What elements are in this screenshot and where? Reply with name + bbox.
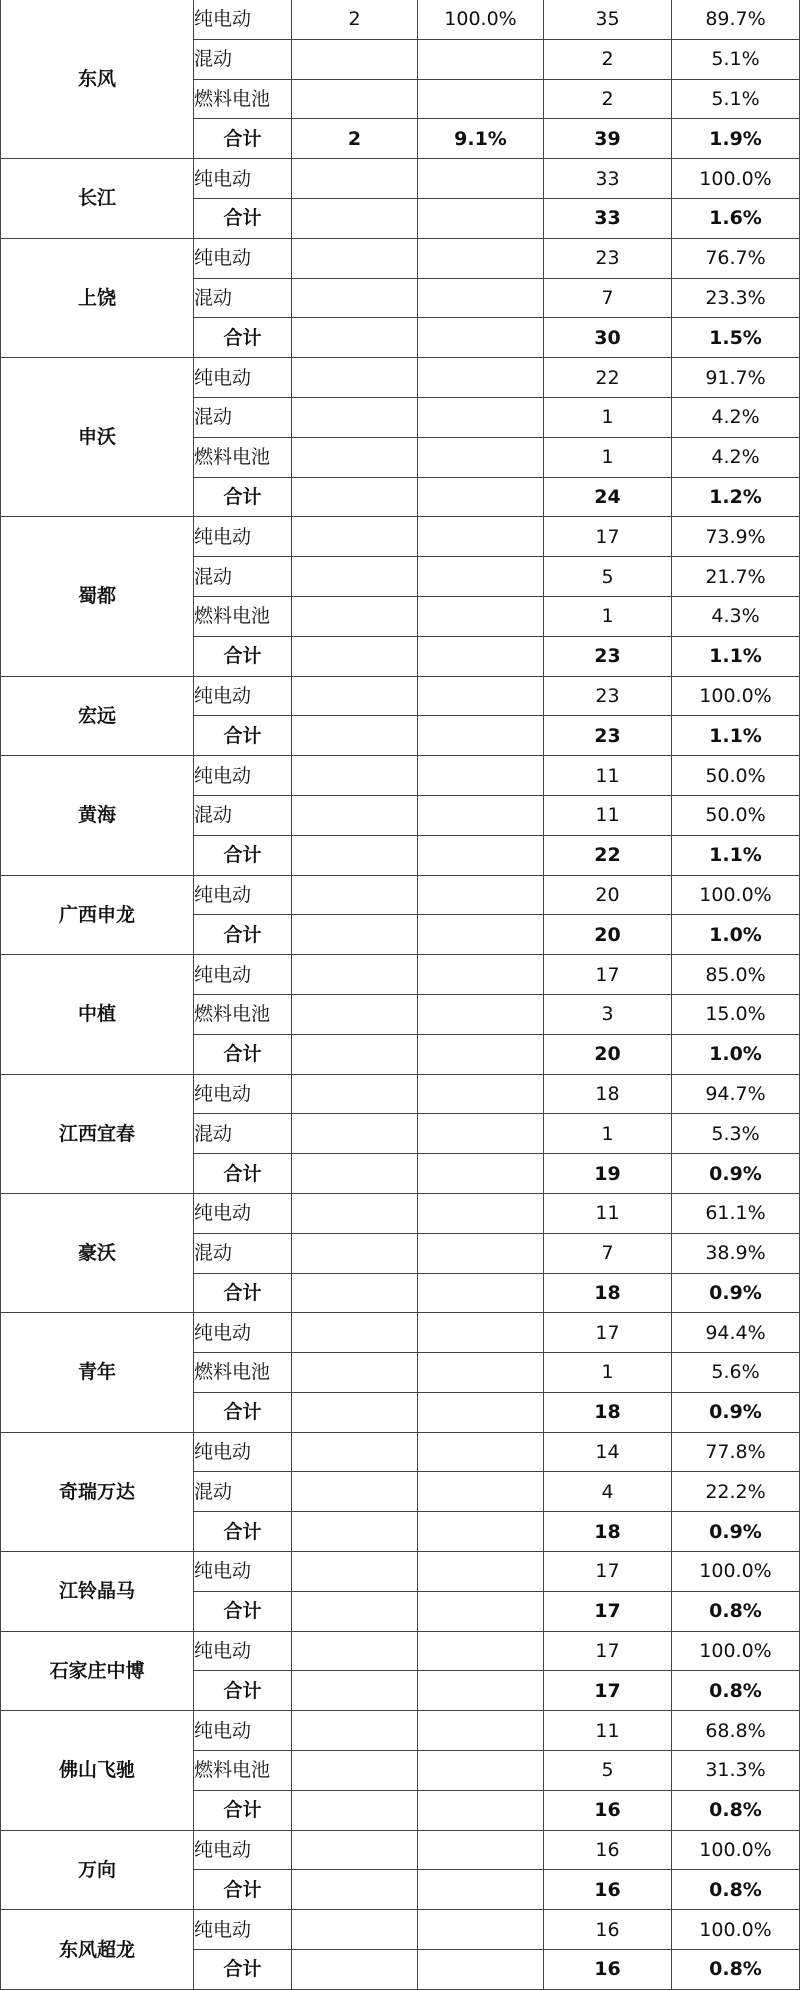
total-label-cell: 合计 <box>194 318 292 358</box>
share-b-cell <box>418 1631 544 1671</box>
count-c-cell: 39 <box>544 119 672 159</box>
count-c-cell: 17 <box>544 1631 672 1671</box>
count-c-cell: 23 <box>544 636 672 676</box>
count-c-cell: 23 <box>544 238 672 278</box>
count-c-cell: 18 <box>544 1074 672 1114</box>
count-a-cell: 2 <box>292 0 418 39</box>
powertrain-type-cell: 纯电动 <box>194 238 292 278</box>
total-label-cell: 合计 <box>194 198 292 238</box>
table-row <box>1 1432 800 1472</box>
powertrain-type-cell: 纯电动 <box>194 1711 292 1751</box>
share-d-cell: 1.6% <box>672 198 800 238</box>
total-label-cell: 合计 <box>194 716 292 756</box>
count-a-cell <box>292 358 418 398</box>
share-d-cell: 89.7% <box>672 0 800 39</box>
total-label-cell: 合计 <box>194 119 292 159</box>
count-c-cell: 22 <box>544 835 672 875</box>
count-a-cell <box>292 397 418 437</box>
share-d-cell: 100.0% <box>672 676 800 716</box>
powertrain-type-cell: 纯电动 <box>194 1074 292 1114</box>
count-c-cell: 17 <box>544 1591 672 1631</box>
count-a-cell <box>292 835 418 875</box>
count-c-cell: 7 <box>544 278 672 318</box>
total-label-cell: 合计 <box>194 477 292 517</box>
maker-name-cell: 长江 <box>1 159 194 239</box>
share-d-cell: 1.9% <box>672 119 800 159</box>
count-c-cell: 11 <box>544 1711 672 1751</box>
count-c-cell: 5 <box>544 1751 672 1791</box>
share-b-cell <box>418 1193 544 1233</box>
count-c-cell: 2 <box>544 79 672 119</box>
powertrain-type-cell: 混动 <box>194 557 292 597</box>
table-row <box>1 1631 800 1671</box>
count-c-cell: 17 <box>544 955 672 995</box>
count-c-cell: 1 <box>544 1114 672 1154</box>
maker-name-cell: 东风 <box>1 0 194 159</box>
count-a-cell <box>292 318 418 358</box>
powertrain-type-cell: 燃料电池 <box>194 437 292 477</box>
powertrain-type-cell: 混动 <box>194 1472 292 1512</box>
share-b-cell <box>418 1074 544 1114</box>
share-b-cell <box>418 437 544 477</box>
table-row <box>1 159 800 199</box>
count-c-cell: 24 <box>544 477 672 517</box>
powertrain-type-cell: 纯电动 <box>194 676 292 716</box>
count-a-cell <box>292 1751 418 1791</box>
share-b-cell <box>418 756 544 796</box>
table-row <box>1 1313 800 1353</box>
count-c-cell: 33 <box>544 159 672 199</box>
share-b-cell <box>418 1870 544 1910</box>
share-b-cell <box>418 596 544 636</box>
count-c-cell: 30 <box>544 318 672 358</box>
powertrain-type-cell: 纯电动 <box>194 0 292 39</box>
share-d-cell: 1.0% <box>672 915 800 955</box>
table-row <box>1 875 800 915</box>
share-d-cell: 50.0% <box>672 795 800 835</box>
share-b-cell <box>418 1591 544 1631</box>
share-b-cell <box>418 636 544 676</box>
count-c-cell: 7 <box>544 1233 672 1273</box>
powertrain-type-cell: 纯电动 <box>194 1830 292 1870</box>
count-c-cell: 14 <box>544 1432 672 1472</box>
powertrain-type-cell: 纯电动 <box>194 875 292 915</box>
count-c-cell: 18 <box>544 1273 672 1313</box>
count-c-cell: 20 <box>544 915 672 955</box>
table-row <box>1 1830 800 1870</box>
share-b-cell <box>418 1034 544 1074</box>
powertrain-type-cell: 混动 <box>194 39 292 79</box>
maker-name-cell: 青年 <box>1 1313 194 1432</box>
maker-name-cell: 上饶 <box>1 238 194 357</box>
count-c-cell: 23 <box>544 676 672 716</box>
share-d-cell: 5.6% <box>672 1353 800 1393</box>
share-b-cell <box>418 1552 544 1592</box>
count-c-cell: 17 <box>544 1313 672 1353</box>
table-row <box>1 955 800 995</box>
powertrain-type-cell: 燃料电池 <box>194 79 292 119</box>
count-c-cell: 1 <box>544 437 672 477</box>
share-d-cell: 73.9% <box>672 517 800 557</box>
count-a-cell <box>292 1591 418 1631</box>
powertrain-type-cell: 燃料电池 <box>194 994 292 1034</box>
share-d-cell: 100.0% <box>672 159 800 199</box>
share-b-cell <box>418 278 544 318</box>
share-d-cell: 1.1% <box>672 716 800 756</box>
powertrain-type-cell: 纯电动 <box>194 1910 292 1950</box>
share-d-cell: 4.3% <box>672 596 800 636</box>
share-d-cell: 94.4% <box>672 1313 800 1353</box>
powertrain-type-cell: 纯电动 <box>194 1631 292 1671</box>
count-a-cell <box>292 1512 418 1552</box>
share-d-cell: 100.0% <box>672 875 800 915</box>
share-d-cell: 50.0% <box>672 756 800 796</box>
count-a-cell <box>292 1552 418 1592</box>
total-label-cell: 合计 <box>194 1671 292 1711</box>
count-a-cell <box>292 437 418 477</box>
count-a-cell <box>292 517 418 557</box>
powertrain-type-cell: 燃料电池 <box>194 1353 292 1393</box>
share-b-cell <box>418 1711 544 1751</box>
table-body <box>1 0 800 1989</box>
share-d-cell: 0.8% <box>672 1870 800 1910</box>
share-d-cell: 4.2% <box>672 397 800 437</box>
share-d-cell: 15.0% <box>672 994 800 1034</box>
total-label-cell: 合计 <box>194 1950 292 1990</box>
maker-name-cell: 石家庄中博 <box>1 1631 194 1711</box>
total-label-cell: 合计 <box>194 1154 292 1194</box>
count-c-cell: 5 <box>544 557 672 597</box>
count-a-cell <box>292 1671 418 1711</box>
share-d-cell: 68.8% <box>672 1711 800 1751</box>
share-b-cell <box>418 1830 544 1870</box>
share-b-cell <box>418 1392 544 1432</box>
count-a-cell <box>292 39 418 79</box>
count-c-cell: 18 <box>544 1512 672 1552</box>
count-c-cell: 1 <box>544 1353 672 1393</box>
share-b-cell <box>418 875 544 915</box>
share-d-cell: 5.1% <box>672 39 800 79</box>
count-a-cell <box>292 1711 418 1751</box>
table-row <box>1 358 800 398</box>
count-a-cell <box>292 198 418 238</box>
share-b-cell <box>418 477 544 517</box>
maker-name-cell: 宏远 <box>1 676 194 756</box>
share-b-cell: 9.1% <box>418 119 544 159</box>
total-label-cell: 合计 <box>194 1034 292 1074</box>
share-b-cell <box>418 1114 544 1154</box>
share-b-cell <box>418 39 544 79</box>
powertrain-type-cell: 混动 <box>194 1233 292 1273</box>
share-b-cell <box>418 358 544 398</box>
maker-name-cell: 江铃晶马 <box>1 1552 194 1632</box>
count-c-cell: 1 <box>544 397 672 437</box>
count-c-cell: 17 <box>544 1552 672 1592</box>
count-c-cell: 33 <box>544 198 672 238</box>
powertrain-type-cell: 纯电动 <box>194 1432 292 1472</box>
count-c-cell: 11 <box>544 1193 672 1233</box>
share-d-cell: 31.3% <box>672 1751 800 1791</box>
share-d-cell: 0.9% <box>672 1392 800 1432</box>
count-a-cell <box>292 1273 418 1313</box>
count-a-cell <box>292 875 418 915</box>
table-row <box>1 1552 800 1592</box>
share-d-cell: 0.9% <box>672 1154 800 1194</box>
count-a-cell <box>292 1790 418 1830</box>
count-a-cell <box>292 1950 418 1990</box>
share-d-cell: 1.1% <box>672 835 800 875</box>
share-b-cell <box>418 1751 544 1791</box>
share-d-cell: 5.1% <box>672 79 800 119</box>
total-label-cell: 合计 <box>194 1591 292 1631</box>
share-d-cell: 0.8% <box>672 1591 800 1631</box>
share-b-cell <box>418 557 544 597</box>
share-d-cell: 91.7% <box>672 358 800 398</box>
count-c-cell: 11 <box>544 795 672 835</box>
total-label-cell: 合计 <box>194 1512 292 1552</box>
count-c-cell: 11 <box>544 756 672 796</box>
count-a-cell <box>292 1472 418 1512</box>
share-b-cell <box>418 238 544 278</box>
count-c-cell: 17 <box>544 517 672 557</box>
share-d-cell: 22.2% <box>672 1472 800 1512</box>
share-b-cell <box>418 994 544 1034</box>
table-row <box>1 517 800 557</box>
share-b-cell <box>418 915 544 955</box>
powertrain-type-cell: 纯电动 <box>194 1313 292 1353</box>
count-c-cell: 16 <box>544 1950 672 1990</box>
count-a-cell <box>292 278 418 318</box>
table-row <box>1 676 800 716</box>
share-d-cell: 0.8% <box>672 1671 800 1711</box>
count-a-cell <box>292 795 418 835</box>
maker-name-cell: 奇瑞万达 <box>1 1432 194 1551</box>
count-c-cell: 16 <box>544 1830 672 1870</box>
share-d-cell: 0.8% <box>672 1950 800 1990</box>
count-a-cell <box>292 1392 418 1432</box>
count-a-cell <box>292 1233 418 1273</box>
count-a-cell <box>292 1074 418 1114</box>
count-c-cell: 16 <box>544 1910 672 1950</box>
count-a-cell <box>292 1313 418 1353</box>
share-d-cell: 100.0% <box>672 1631 800 1671</box>
count-a-cell <box>292 1353 418 1393</box>
share-d-cell: 77.8% <box>672 1432 800 1472</box>
count-a-cell <box>292 1631 418 1671</box>
table-row <box>1 1910 800 1950</box>
share-b-cell <box>418 517 544 557</box>
count-a-cell <box>292 1193 418 1233</box>
count-a-cell <box>292 1114 418 1154</box>
share-b-cell <box>418 795 544 835</box>
count-c-cell: 19 <box>544 1154 672 1194</box>
share-b-cell <box>418 716 544 756</box>
count-a-cell <box>292 557 418 597</box>
table-row <box>1 238 800 278</box>
count-a-cell <box>292 477 418 517</box>
maker-name-cell: 东风超龙 <box>1 1910 194 1990</box>
table-row <box>1 1711 800 1751</box>
powertrain-type-cell: 混动 <box>194 795 292 835</box>
share-b-cell <box>418 159 544 199</box>
share-d-cell: 5.3% <box>672 1114 800 1154</box>
share-d-cell: 1.0% <box>672 1034 800 1074</box>
table-row <box>1 1074 800 1114</box>
count-c-cell: 35 <box>544 0 672 39</box>
count-a-cell <box>292 915 418 955</box>
powertrain-type-cell: 燃料电池 <box>194 596 292 636</box>
count-a-cell <box>292 636 418 676</box>
total-label-cell: 合计 <box>194 835 292 875</box>
count-a-cell <box>292 994 418 1034</box>
share-d-cell: 76.7% <box>672 238 800 278</box>
maker-name-cell: 中植 <box>1 955 194 1074</box>
powertrain-type-cell: 纯电动 <box>194 955 292 995</box>
share-b-cell <box>418 1472 544 1512</box>
table-row <box>1 0 800 39</box>
maker-name-cell: 万向 <box>1 1830 194 1910</box>
maker-name-cell: 蜀都 <box>1 517 194 676</box>
powertrain-type-cell: 纯电动 <box>194 1193 292 1233</box>
share-b-cell <box>418 1353 544 1393</box>
powertrain-type-cell: 纯电动 <box>194 756 292 796</box>
maker-name-cell: 黄海 <box>1 756 194 875</box>
share-d-cell: 85.0% <box>672 955 800 995</box>
count-a-cell <box>292 1870 418 1910</box>
maker-name-cell: 江西宜春 <box>1 1074 194 1193</box>
share-b-cell: 100.0% <box>418 0 544 39</box>
count-c-cell: 2 <box>544 39 672 79</box>
count-a-cell <box>292 1830 418 1870</box>
share-d-cell: 38.9% <box>672 1233 800 1273</box>
total-label-cell: 合计 <box>194 1273 292 1313</box>
share-d-cell: 1.2% <box>672 477 800 517</box>
share-d-cell: 21.7% <box>672 557 800 597</box>
share-d-cell: 100.0% <box>672 1830 800 1870</box>
total-label-cell: 合计 <box>194 636 292 676</box>
total-label-cell: 合计 <box>194 1870 292 1910</box>
count-c-cell: 4 <box>544 1472 672 1512</box>
share-b-cell <box>418 1432 544 1472</box>
total-label-cell: 合计 <box>194 1790 292 1830</box>
powertrain-type-cell: 纯电动 <box>194 1552 292 1592</box>
powertrain-type-cell: 燃料电池 <box>194 1751 292 1791</box>
share-b-cell <box>418 1910 544 1950</box>
table-row <box>1 756 800 796</box>
count-a-cell <box>292 79 418 119</box>
count-a-cell <box>292 676 418 716</box>
share-b-cell <box>418 835 544 875</box>
count-a-cell <box>292 1432 418 1472</box>
count-a-cell <box>292 1910 418 1950</box>
count-c-cell: 20 <box>544 1034 672 1074</box>
share-d-cell: 0.8% <box>672 1790 800 1830</box>
powertrain-type-cell: 纯电动 <box>194 358 292 398</box>
total-label-cell: 合计 <box>194 1392 292 1432</box>
share-d-cell: 61.1% <box>672 1193 800 1233</box>
total-label-cell: 合计 <box>194 915 292 955</box>
powertrain-type-cell: 纯电动 <box>194 159 292 199</box>
share-b-cell <box>418 397 544 437</box>
powertrain-type-cell: 混动 <box>194 278 292 318</box>
share-d-cell: 100.0% <box>672 1552 800 1592</box>
count-a-cell <box>292 1034 418 1074</box>
share-b-cell <box>418 955 544 995</box>
count-a-cell <box>292 238 418 278</box>
count-c-cell: 16 <box>544 1870 672 1910</box>
count-c-cell: 23 <box>544 716 672 756</box>
maker-name-cell: 申沃 <box>1 358 194 517</box>
count-c-cell: 16 <box>544 1790 672 1830</box>
count-a-cell <box>292 716 418 756</box>
share-b-cell <box>418 1273 544 1313</box>
count-a-cell <box>292 596 418 636</box>
powertrain-type-cell: 混动 <box>194 1114 292 1154</box>
count-c-cell: 20 <box>544 875 672 915</box>
maker-name-cell: 豪沃 <box>1 1193 194 1312</box>
count-a-cell <box>292 756 418 796</box>
share-b-cell <box>418 198 544 238</box>
count-a-cell: 2 <box>292 119 418 159</box>
count-c-cell: 3 <box>544 994 672 1034</box>
table-row <box>1 1193 800 1233</box>
share-b-cell <box>418 1790 544 1830</box>
share-b-cell <box>418 1154 544 1194</box>
maker-name-cell: 广西申龙 <box>1 875 194 955</box>
share-b-cell <box>418 1950 544 1990</box>
count-c-cell: 17 <box>544 1671 672 1711</box>
share-d-cell: 0.9% <box>672 1512 800 1552</box>
count-c-cell: 18 <box>544 1392 672 1432</box>
count-c-cell: 1 <box>544 596 672 636</box>
powertrain-type-cell: 混动 <box>194 397 292 437</box>
share-d-cell: 4.2% <box>672 437 800 477</box>
share-b-cell <box>418 1671 544 1711</box>
share-b-cell <box>418 1233 544 1273</box>
share-d-cell: 0.9% <box>672 1273 800 1313</box>
share-b-cell <box>418 79 544 119</box>
share-b-cell <box>418 1512 544 1552</box>
share-d-cell: 1.5% <box>672 318 800 358</box>
share-b-cell <box>418 1313 544 1353</box>
count-a-cell <box>292 955 418 995</box>
share-d-cell: 23.3% <box>672 278 800 318</box>
count-a-cell <box>292 159 418 199</box>
powertrain-type-cell: 纯电动 <box>194 517 292 557</box>
maker-name-cell: 佛山飞驰 <box>1 1711 194 1830</box>
share-d-cell: 100.0% <box>672 1910 800 1950</box>
share-b-cell <box>418 318 544 358</box>
share-d-cell: 1.1% <box>672 636 800 676</box>
share-d-cell: 94.7% <box>672 1074 800 1114</box>
share-b-cell <box>418 676 544 716</box>
count-a-cell <box>292 1154 418 1194</box>
count-c-cell: 22 <box>544 358 672 398</box>
